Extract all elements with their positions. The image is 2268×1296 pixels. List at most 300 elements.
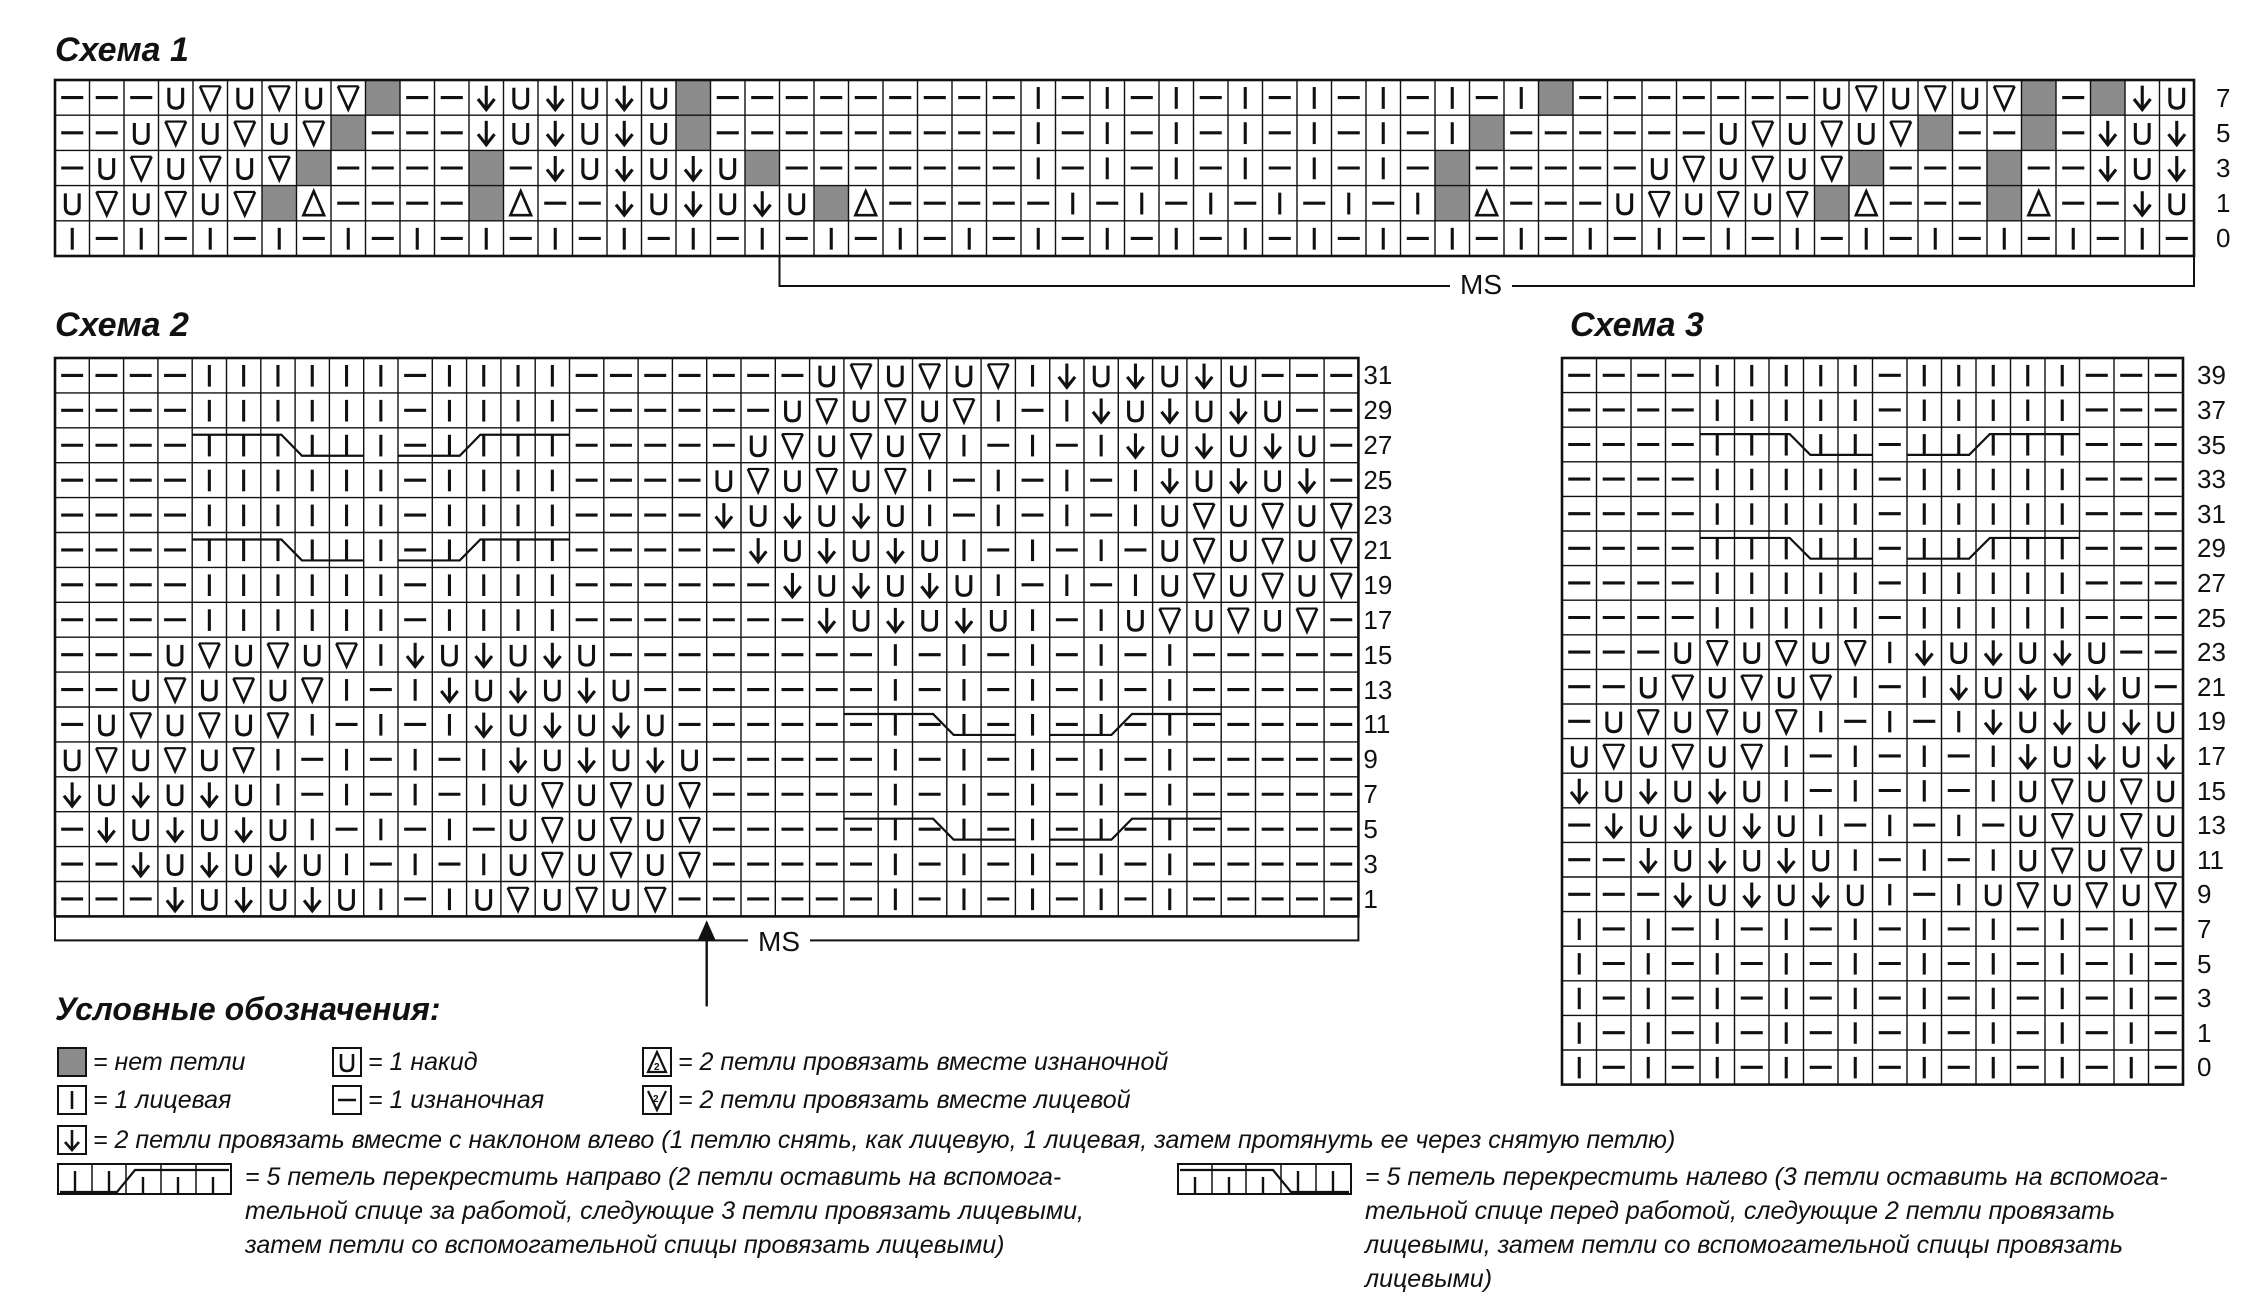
yarn-over-cell: [683, 750, 697, 770]
row-number: 19: [2197, 706, 2226, 737]
knit-two-together-cell: [1194, 504, 1215, 527]
yarn-over-cell: [340, 889, 354, 909]
ssk-cell: [510, 747, 526, 771]
yarn-over-cell: [2159, 850, 2173, 870]
ssk-cell: [616, 191, 633, 215]
no-stitch-cell: [1539, 80, 1574, 115]
ssk-cell: [2054, 640, 2071, 664]
no-stitch-cell: [1435, 186, 1470, 221]
ssk-cell: [1709, 779, 1726, 803]
ssk-cell: [547, 86, 564, 110]
yarn-over-cell: [169, 88, 183, 108]
yarn-over-cell: [2090, 781, 2104, 801]
row-number: 25: [1363, 465, 1393, 496]
yarn-over-cell: [1814, 850, 1828, 870]
yarn-over-cell: [1641, 746, 1655, 766]
no-stitch-cell: [1815, 186, 1850, 221]
yarn-over-cell: [203, 123, 217, 143]
purl-two-together-cell: [303, 191, 324, 215]
yarn-over-cell: [790, 193, 804, 213]
yarn-over-cell: [1641, 677, 1655, 697]
yarn-over-cell: [2021, 642, 2035, 662]
knit-two-together-cell: [1603, 745, 1624, 768]
ssk-cell: [887, 538, 903, 562]
yarn-over-cell: [1745, 850, 1759, 870]
knit-two-together-cell: [1752, 157, 1773, 180]
yarn-over-cell: [854, 540, 868, 560]
ssk-cell: [2134, 191, 2151, 215]
yarn-over-cell: [1790, 158, 1804, 178]
ssk-cell: [819, 608, 835, 632]
scheme-1-ms-label: MS: [1450, 270, 1512, 300]
ssk-cell: [1743, 813, 1760, 837]
yarn-over-cell: [237, 854, 251, 874]
yarn-over-cell: [1676, 712, 1690, 732]
yarn-over-cell: [1676, 781, 1690, 801]
no-stitch-cell: [1987, 186, 2022, 221]
yarn-over-cell: [1231, 435, 1245, 455]
scheme-1-grid: [55, 80, 2195, 290]
yarn-over-cell: [923, 610, 937, 630]
knit-two-together-cell: [988, 364, 1009, 387]
yarn-over-cell: [1652, 158, 1666, 178]
knit-two-together-cell: [1331, 574, 1352, 597]
no-stitch-cell: [745, 150, 780, 185]
knit-two-together-cell: [542, 853, 563, 876]
yarn-over-cell: [238, 88, 252, 108]
scheme-2-grid: [55, 358, 1365, 953]
knit-two-together-cell: [1262, 504, 1283, 527]
row-number: 25: [2197, 602, 2226, 633]
ssk-cell: [1127, 364, 1143, 388]
yarn-over-cell: [271, 680, 285, 700]
ssk-cell: [2088, 744, 2105, 768]
yarn-over-cell: [1163, 505, 1177, 525]
knit-two-together-cell: [1718, 192, 1739, 215]
knit-two-together-cell: [1638, 710, 1659, 733]
knit-two-together-cell: [851, 434, 872, 457]
knit-two-together-cell: [269, 157, 290, 180]
knit-two-together-cell: [233, 748, 254, 771]
yarn-over-cell: [169, 158, 183, 178]
yarn-over-cell: [1779, 677, 1793, 697]
ssk-cell: [1127, 433, 1143, 457]
ssk-cell: [2134, 86, 2151, 110]
yarn-over-cell: [1756, 193, 1770, 213]
knit-two-together-cell: [1297, 609, 1318, 632]
knit-two-together-cell: [1810, 676, 1831, 699]
yarn-over-cell: [1963, 88, 1977, 108]
yarn-over-cell: [991, 610, 1005, 630]
ssk-cell: [1571, 779, 1588, 803]
yarn-over-cell: [614, 889, 628, 909]
yarn-over-cell: [1710, 885, 1724, 905]
yarn-over-cell: [1266, 610, 1280, 630]
knit-two-together-cell: [816, 399, 837, 422]
row-number: 15: [1363, 639, 1393, 670]
yarn-over-cell: [2090, 815, 2104, 835]
row-number: 29: [1363, 395, 1393, 426]
ssk-cell: [167, 887, 183, 911]
ssk-cell: [2168, 156, 2185, 180]
purl-two-together-cell: [855, 191, 876, 215]
yarn-over-cell: [1986, 885, 2000, 905]
yarn-over-cell: [2170, 193, 2184, 213]
ssk-cell: [1230, 468, 1246, 492]
scheme-3-grid: [1562, 358, 2202, 1086]
yarn-over-cell: [1300, 575, 1314, 595]
ssk-cell: [441, 678, 457, 702]
yarn-over-cell: [1572, 746, 1586, 766]
purl-two-together-cell: [1856, 191, 1877, 215]
ssk-cell: [1264, 433, 1280, 457]
yarn-over-cell: [2090, 642, 2104, 662]
yarn-over-cell: [134, 819, 148, 839]
ssk-cell: [476, 713, 492, 737]
yarn-over-cell: [272, 123, 286, 143]
yarn-over-cell: [2055, 677, 2069, 697]
yarn-over-cell: [2055, 746, 2069, 766]
knit-two-together-cell: [96, 192, 117, 215]
knit-two-together-cell: [131, 157, 152, 180]
ssk-cell: [235, 817, 251, 841]
cross-right-symbol: [57, 1163, 232, 1195]
ssk-cell: [1950, 675, 1967, 699]
yarn-over-cell: [2159, 781, 2173, 801]
ssk-cell: [133, 852, 149, 876]
row-number: 29: [2197, 533, 2226, 564]
knit-two-together-cell: [200, 86, 221, 109]
ssk-cell: [1709, 848, 1726, 872]
ssk-cell: [98, 817, 114, 841]
yarn-over-cell: [307, 88, 321, 108]
legend-yarn-over: = 1 накид: [368, 1048, 478, 1076]
ssk-cell: [544, 713, 560, 737]
knit-two-together-cell: [1194, 574, 1215, 597]
yarn-over-cell: [511, 819, 525, 839]
knit-two-together-cell: [1776, 641, 1797, 664]
ssk-cell: [1196, 433, 1212, 457]
knit-two-together-cell: [165, 678, 186, 701]
knit-two-together-cell: [2121, 814, 2142, 837]
yarn-over-cell: [2159, 712, 2173, 732]
ssk-cell: [1985, 640, 2002, 664]
row-number: 27: [2197, 567, 2226, 598]
knit-two-together-cell: [268, 713, 289, 736]
ssk-cell: [578, 678, 594, 702]
ssk-cell: [201, 782, 217, 806]
row-number: 7: [1363, 779, 1378, 810]
knit-two-together-cell: [1707, 641, 1728, 664]
yarn-over-cell: [1300, 540, 1314, 560]
yarn-over-cell: [238, 158, 252, 178]
yarn-over-cell: [1745, 712, 1759, 732]
knit-two-together-cell: [234, 192, 255, 215]
knit-two-together-cell: [782, 434, 803, 457]
ssk-cell: [1162, 398, 1178, 422]
knit-two-together-cell: [165, 748, 186, 771]
knit-two-together-cell: [1994, 86, 2015, 109]
yarn-over-cell: [1745, 642, 1759, 662]
no-stitch-cell: [297, 150, 332, 185]
knit-two-together-cell: [1925, 86, 1946, 109]
knit-two-together-cell: [1262, 574, 1283, 597]
yarn-over-cell: [1163, 575, 1177, 595]
knit-two-together-cell: [1672, 745, 1693, 768]
yarn-over-cell: [1163, 540, 1177, 560]
ssk-cell: [716, 503, 732, 527]
yarn-over-cell: [2135, 123, 2149, 143]
ssk-cell: [304, 887, 320, 911]
no-stitch-cell: [366, 80, 401, 115]
yarn-over-cell: [1197, 401, 1211, 421]
yarn-over-cell: [1231, 540, 1245, 560]
yarn-over-cell: [1129, 401, 1143, 421]
yarn-over-cell: [820, 366, 834, 386]
yarn-over-cell: [168, 715, 182, 735]
ssk-cell: [1812, 883, 1829, 907]
knit-two-together-cell: [130, 713, 151, 736]
yarn-over-cell: [134, 193, 148, 213]
legend-ssk: = 2 петли провязать вместе с наклоном влево (1 петлю снять, как лицевую, 1 лицевая, затем протянуть ее через снятую петлю): [93, 1126, 1676, 1154]
knit-two-together-cell: [919, 364, 940, 387]
no-stitch-cell: [814, 186, 849, 221]
ssk-cell: [2123, 710, 2140, 734]
yarn-over-cell: [271, 819, 285, 839]
ssk-cell: [956, 608, 972, 632]
knit-two-together-cell: [1262, 539, 1283, 562]
yarn-over-cell: [786, 401, 800, 421]
row-number: 5: [1363, 814, 1378, 845]
yarn-over-cell: [786, 470, 800, 490]
no-stitch-cell: [676, 115, 711, 150]
ssk-cell: [853, 503, 869, 527]
knit-two-together-cell: [1845, 641, 1866, 664]
yarn-over-cell: [545, 680, 559, 700]
yarn-over-cell: [134, 680, 148, 700]
yarn-over-cell: [477, 680, 491, 700]
row-number: 35: [2197, 429, 2226, 460]
yarn-over-cell: [1197, 470, 1211, 490]
yarn-over-cell: [168, 784, 182, 804]
yarn-over-cell: [751, 435, 765, 455]
knit-two-together-cell: [2052, 814, 2073, 837]
yarn-over-cell: [1721, 158, 1735, 178]
yarn-over-cell: [580, 645, 594, 665]
yarn-over-cell: [1687, 193, 1701, 213]
yarn-over-cell: [648, 784, 662, 804]
legend-knit: = 1 лицевая: [93, 1086, 232, 1114]
knit-two-together-cell: [679, 783, 700, 806]
yarn-over-cell: [511, 645, 525, 665]
ssk-cell: [647, 747, 663, 771]
yarn-over-cell: [1231, 575, 1245, 595]
yarn-over-cell: [1814, 642, 1828, 662]
row-number: 39: [2197, 360, 2226, 391]
knit-two-together-cell: [1890, 122, 1911, 145]
row-number: 11: [1363, 709, 1391, 740]
yarn-over-cell: [1231, 366, 1245, 386]
ssk-cell: [270, 852, 286, 876]
ssk-cell: [2019, 675, 2036, 699]
yarn-over-cell: [1676, 850, 1690, 870]
yarn-over-cell: [652, 123, 666, 143]
svg-text:2: 2: [653, 1094, 659, 1105]
cross-left-symbol: [1177, 1163, 1352, 1195]
yarn-over-cell: [1859, 123, 1873, 143]
knit-two-together-cell: [1752, 122, 1773, 145]
knit-two-together-cell: [269, 86, 290, 109]
yarn-over-cell: [1779, 815, 1793, 835]
row-number: 19: [1363, 569, 1393, 600]
no-stitch-symbol: [57, 1047, 87, 1077]
yarn-over-cell: [721, 193, 735, 213]
ssk-cell: [1230, 398, 1246, 422]
row-number: 5: [2197, 948, 2212, 979]
row-number: 9: [1363, 744, 1378, 775]
no-stitch-cell: [262, 186, 297, 221]
ssk-symbol: [57, 1125, 87, 1155]
ssk-cell: [2168, 121, 2185, 145]
ssk-cell: [1640, 779, 1657, 803]
ssk-cell: [1162, 468, 1178, 492]
knit-two-together-cell: [1856, 86, 1877, 109]
ssk-cell: [2019, 744, 2036, 768]
ssk-cell: [2157, 744, 2174, 768]
yarn-over-cell: [2159, 815, 2173, 835]
no-stitch-cell: [1849, 150, 1884, 185]
yarn-over-cell: [580, 819, 594, 839]
row-number: 23: [1363, 500, 1393, 531]
ssk-cell: [2088, 675, 2105, 699]
yarn-over-cell: [583, 123, 597, 143]
knit-two-together-cell: [1741, 676, 1762, 699]
yarn-over-cell: [1266, 470, 1280, 490]
row-number: 1: [1363, 883, 1378, 914]
ssk-cell: [407, 643, 423, 667]
row-number: 27: [1363, 430, 1393, 461]
scheme-2-ms-label: MS: [748, 927, 810, 957]
yarn-over-cell: [1986, 677, 2000, 697]
yarn-over-cell: [1894, 88, 1908, 108]
purl-two-together-cell: [1476, 191, 1497, 215]
yarn-over-cell: [2170, 88, 2184, 108]
yarn-over-cell: [1641, 815, 1655, 835]
yarn-over-cell: [888, 435, 902, 455]
yarn-over-cell: [751, 505, 765, 525]
yarn-over-cell: [888, 505, 902, 525]
yarn-over-cell: [1710, 677, 1724, 697]
yarn-over-cell: [511, 854, 525, 874]
yarn-over-cell: [957, 366, 971, 386]
yarn-over-cell: [305, 854, 319, 874]
knit-two-together-cell: [2086, 883, 2107, 906]
knit-two-together-cell: [851, 364, 872, 387]
no-stitch-cell: [676, 80, 711, 115]
yarn-over-cell: [100, 158, 114, 178]
ssk-cell: [1059, 364, 1075, 388]
ssk-cell: [1743, 883, 1760, 907]
knit-two-together-cell: [233, 678, 254, 701]
yarn-over-cell: [648, 819, 662, 839]
yarn-over-cell: [1952, 642, 1966, 662]
yarn-over-cell: [1779, 885, 1793, 905]
knit-two-together-cell: [165, 122, 186, 145]
yarn-over-cell: [583, 158, 597, 178]
legend-cross-left: = 5 петель перекрестить налево (3 петли оставить на вспомога-тельной спице перед работой, следующие 2 петли провязать лицевыми, затем петли со вспомогательной спицы провязать лицевыми): [1365, 1163, 2168, 1293]
ssk-cell: [784, 573, 800, 597]
row-number: 23: [2197, 637, 2226, 668]
yarn-over-cell: [2090, 850, 2104, 870]
yarn-over-cell: [443, 645, 457, 665]
yarn-over-cell: [1848, 885, 1862, 905]
row-number: 3: [1363, 849, 1378, 880]
yarn-over-cell: [648, 854, 662, 874]
knit-two-together-cell: [1821, 157, 1842, 180]
ssk-cell: [887, 608, 903, 632]
yarn-over-cell: [1266, 401, 1280, 421]
yarn-over-cell: [511, 784, 525, 804]
ssk-cell: [1299, 468, 1315, 492]
row-number: 7: [2197, 913, 2212, 944]
yarn-over-cell: [580, 715, 594, 735]
no-stitch-cell: [469, 150, 504, 185]
yarn-over-cell: [1710, 746, 1724, 766]
yarn-over-cell: [2124, 677, 2138, 697]
ssk-cell: [616, 156, 633, 180]
row-number: 13: [1363, 674, 1393, 705]
yarn-over-cell: [820, 575, 834, 595]
knit-two-together-cell: [1194, 539, 1215, 562]
ssk-cell: [476, 643, 492, 667]
ssk-cell: [784, 503, 800, 527]
ssk-cell: [133, 782, 149, 806]
yarn-over-cell: [1607, 781, 1621, 801]
knit-two-together-cell: [611, 783, 632, 806]
yarn-over-cell: [888, 575, 902, 595]
knit-two-together-cell: [2052, 779, 2073, 802]
knit-two-together-cell: [199, 713, 220, 736]
yarn-over-cell: [2021, 815, 2035, 835]
yarn-over-cell: [134, 750, 148, 770]
ssk-cell: [2054, 710, 2071, 734]
legend-purl-two-together: = 2 петли провязать вместе изнаночной: [678, 1048, 1169, 1076]
yarn-over-cell: [580, 784, 594, 804]
yarn-over-cell: [1129, 610, 1143, 630]
knit-two-together-cell: [508, 888, 529, 911]
ssk-cell: [685, 156, 702, 180]
knit-two-together-cell: [1776, 710, 1797, 733]
knit-two-together-cell: [1707, 710, 1728, 733]
knit-two-together-cell: [679, 853, 700, 876]
yarn-over-cell: [1197, 610, 1211, 630]
row-number: 9: [2197, 879, 2212, 910]
knit-two-together-cell: [1683, 157, 1704, 180]
knit-two-together-cell: [234, 122, 255, 145]
yarn-over-cell: [648, 715, 662, 735]
yarn-over-cell: [2021, 850, 2035, 870]
ssk-cell: [547, 156, 564, 180]
yarn-over-cell: [923, 401, 937, 421]
row-number: 3: [2197, 983, 2212, 1014]
knit-two-together-cell: [2121, 779, 2142, 802]
ssk-cell: [235, 887, 251, 911]
no-stitch-cell: [331, 115, 366, 150]
yarn-over-cell: [854, 470, 868, 490]
ssk-cell: [1916, 640, 1933, 664]
knit-two-together-cell: [2121, 849, 2142, 872]
ssk-cell: [685, 191, 702, 215]
